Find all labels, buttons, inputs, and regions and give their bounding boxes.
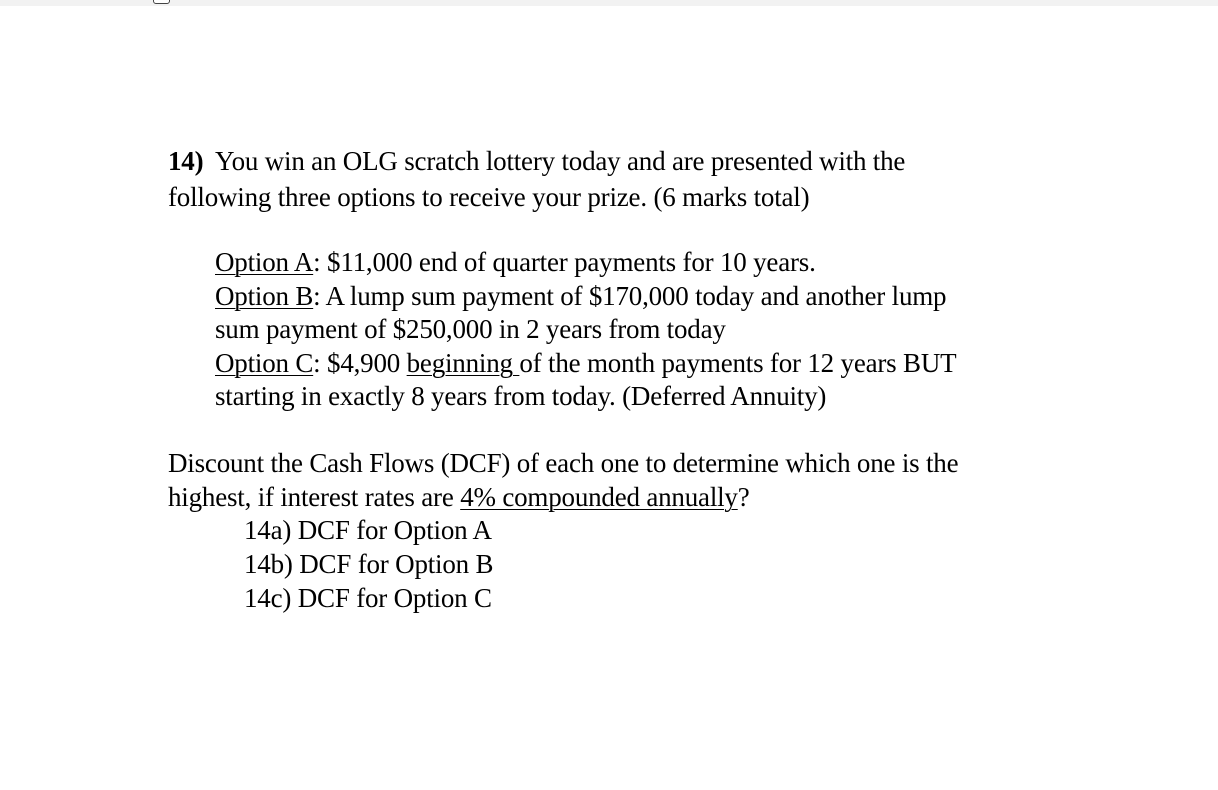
option-b-line-2: sum payment of $250,000 in 2 years from today (215, 314, 726, 344)
dcf-line-2-before: highest, if interest rates are (168, 481, 461, 512)
question-line-1 (168, 143, 1068, 179)
dcf-interest-rate: 4% compounded annually (460, 481, 738, 512)
dcf-line-2 (168, 481, 1068, 515)
option-a (215, 246, 1075, 280)
question-line-2: following three options to receive your prize. (6 marks total) (168, 182, 810, 212)
option-b-label: Option B (215, 280, 314, 311)
option-c-underlined: beginning (406, 347, 520, 378)
option-b-line-1 (215, 280, 1075, 314)
option-b-text-1: : A lump sum payment of $170,000 today and another lump (313, 280, 947, 311)
subparts-list (244, 513, 493, 615)
option-c-label: Option C (215, 347, 314, 378)
options-block (215, 246, 1075, 414)
top-toolbar-strip (0, 0, 1218, 6)
dcf-line-1: Discount the Cash Flows (DCF) of each one to determine which one is the (168, 448, 959, 478)
subpart-14c: 14c) DCF for Option C (244, 583, 492, 613)
option-c-line-2: starting in exactly 8 years from today. (Deferred Annuity) (215, 381, 827, 411)
subpart-14b: 14b) DCF for Option B (244, 549, 494, 579)
question-number: 14) (168, 146, 204, 176)
option-c-line-1 (215, 347, 1075, 381)
option-c-text-after: of the month payments for 12 years BUT (519, 347, 957, 378)
subpart-14a: 14a) DCF for Option A (244, 515, 492, 545)
dcf-line-2-after: ? (737, 481, 750, 512)
option-c-text-before: : $4,900 (313, 347, 407, 378)
option-a-label: Option A (215, 247, 314, 277)
option-a-text: : $11,000 end of quarter payments for 10 years. (313, 247, 816, 277)
dcf-instructions (168, 447, 1068, 514)
question-line-1-text: You win an OLG scratch lottery today and are presented with the (214, 146, 906, 176)
checkbox-icon[interactable] (153, 0, 170, 4)
question-text (168, 143, 1068, 215)
